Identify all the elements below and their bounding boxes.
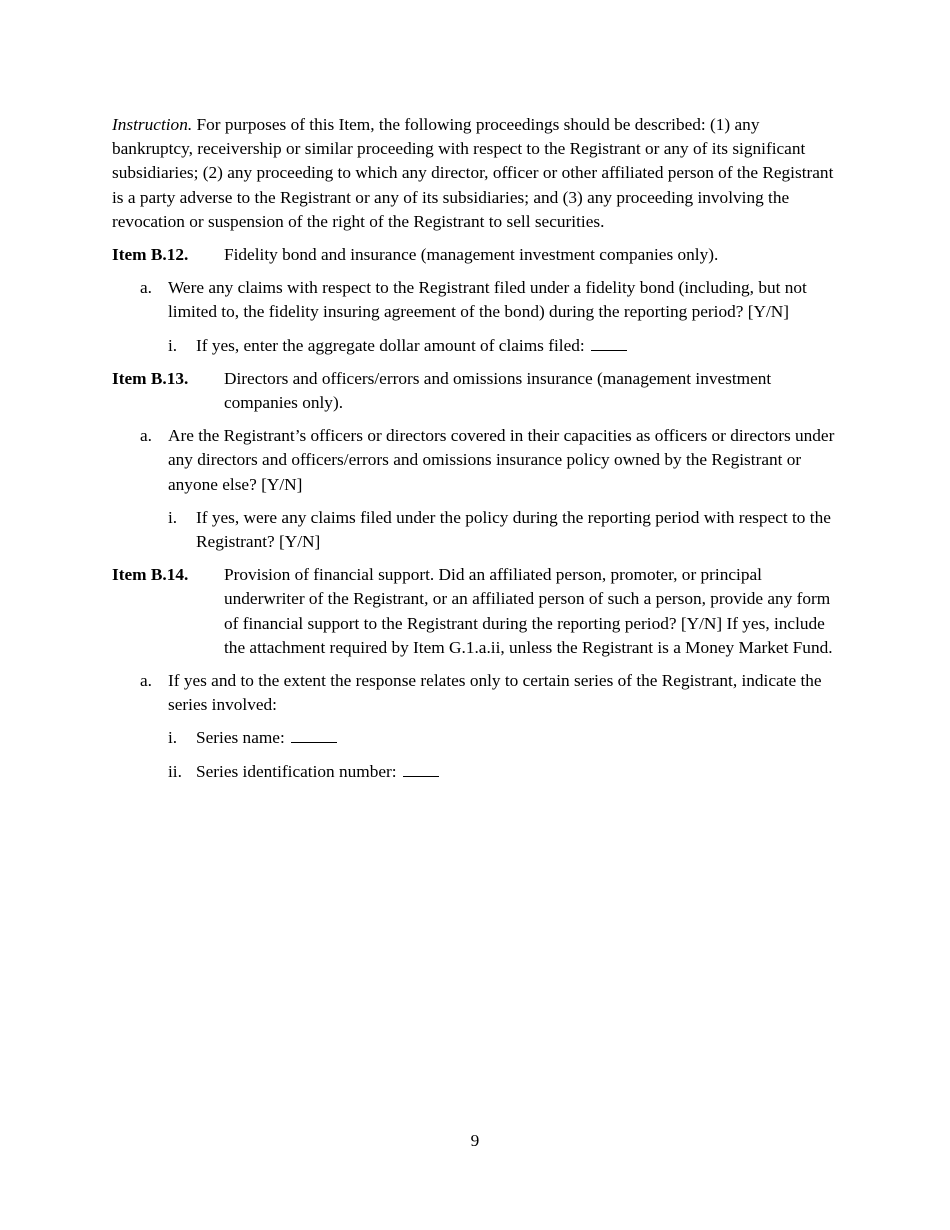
instruction-text: For purposes of this Item, the following proceedings should be described: (1) any bankruptcy, receivership or similar proceeding with respect to the Registrant or any of its significant subsidiaries; (2) any proceeding to which any director, officer or other affiliated person of the Registrant is a party adverse to the Registrant or any of its subsidiaries; and (3) any proceeding involving the revocation or suspension of the right of the Registrant to sell securities. xyxy=(112,115,834,231)
item-b13-heading xyxy=(112,367,840,415)
item-b14-ii-marker: ii. xyxy=(168,761,182,781)
instruction-paragraph xyxy=(112,113,840,234)
item-b13-i-marker: i. xyxy=(168,507,178,527)
item-b12-heading xyxy=(112,243,840,267)
item-b13-i-text: If yes, were any claims filed under the policy during the reporting period with respect to the Registrant? [Y/N] xyxy=(196,507,831,552)
item-b14-label: Item B.14. xyxy=(112,565,189,585)
item-b12-question-a-i xyxy=(112,334,840,358)
item-b13-question-a xyxy=(112,424,840,497)
series-name-blank[interactable] xyxy=(291,728,337,743)
item-b14-question-a xyxy=(112,669,840,717)
item-b12-label: Item B.12. xyxy=(112,245,189,265)
item-b14-i-text: Series name: xyxy=(196,728,285,748)
item-b14-heading xyxy=(112,563,840,660)
item-b12-a-text: Were any claims with respect to the Registrant filed under a fidelity bond (including, but not limited to, the fidelity insuring agreement of the bond) during the reporting period? [Y/N] xyxy=(168,278,807,322)
item-b13-a-marker: a. xyxy=(140,426,152,446)
item-b13-text: Directors and officers/errors and omissions insurance (management investment companies only). xyxy=(224,368,772,413)
item-b13-question-a-i xyxy=(112,506,840,554)
item-b12-text: Fidelity bond and insurance (management investment companies only). xyxy=(224,245,719,265)
item-b14-question-a-ii xyxy=(112,760,840,784)
item-b13-label: Item B.13. xyxy=(112,368,189,388)
item-b14-question-a-i xyxy=(112,726,840,750)
item-b13-a-text: Are the Registrant’s officers or directors covered in their capacities as officers or directors under any directors and officers/errors and omissions insurance policy owned by the Registrant or anyone else? [Y/N] xyxy=(168,426,835,494)
instruction-label: Instruction. xyxy=(112,115,193,134)
item-b14-text: Provision of financial support. Did an affiliated person, promoter, or principal underwriter of the Registrant, or an affiliated person of such a person, provide any form of financial support to the Registrant during the reporting period? [Y/N] If yes, include the attachment required by Item G.1.a.ii, unless the Registrant is a Money Market Fund. xyxy=(224,565,833,657)
claims-amount-blank[interactable] xyxy=(591,336,627,351)
document-page xyxy=(112,113,840,793)
series-id-blank[interactable] xyxy=(403,762,439,777)
item-b14-a-marker: a. xyxy=(140,671,152,691)
page-number: 9 xyxy=(470,1131,480,1150)
item-b12-i-marker: i. xyxy=(168,335,178,355)
item-b12-question-a xyxy=(112,276,840,324)
item-b14-a-text: If yes and to the extent the response relates only to certain series of the Registrant, indicate the series involved: xyxy=(168,671,822,715)
item-b12-i-text: If yes, enter the aggregate dollar amount of claims filed: xyxy=(196,335,585,355)
item-b14-i-marker: i. xyxy=(168,728,178,748)
item-b14-ii-text: Series identification number: xyxy=(196,761,397,781)
item-b12-a-marker: a. xyxy=(140,278,152,298)
